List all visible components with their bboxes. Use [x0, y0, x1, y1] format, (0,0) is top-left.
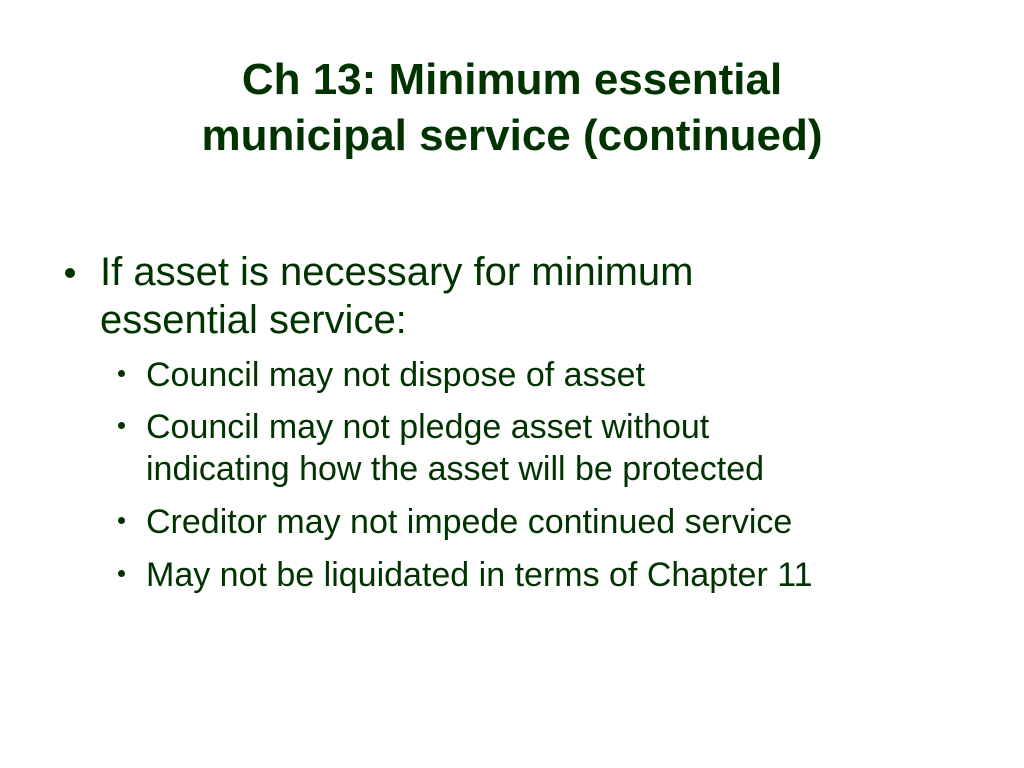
sub-bullet-text: [146, 354, 936, 396]
title-line: Ch 13: Minimum essential: [241, 55, 783, 104]
sub-bullet-text-line: Creditor may not impede continued service: [146, 503, 793, 541]
sub-bullet-text-line: indicating how the asset will be protected: [146, 450, 765, 488]
sub-bullet-text: [146, 501, 936, 543]
sub-bullet-text-line: May not be liquidated in terms of Chapter 11: [146, 556, 813, 594]
sub-bullet-text-line: Council may not dispose of asset: [146, 356, 645, 394]
sub-bullet-text: [146, 554, 936, 596]
sub-bullet-dot-icon: [118, 570, 125, 577]
bullet-dot-icon: [65, 268, 75, 278]
sub-bullet-dot-icon: [118, 370, 125, 377]
bullet-text-line: If asset is necessary for minimum: [100, 250, 694, 294]
title-line: municipal service (continued): [201, 111, 823, 160]
sub-bullet-dot-icon: [118, 422, 125, 429]
sub-bullet-dot-icon: [118, 517, 125, 524]
sub-bullet-text-line: Council may not pledge asset without: [146, 408, 710, 446]
sub-bullet-text: [146, 406, 936, 490]
bullet-text: [100, 248, 860, 344]
bullet-text-line: essential service:: [100, 298, 407, 342]
